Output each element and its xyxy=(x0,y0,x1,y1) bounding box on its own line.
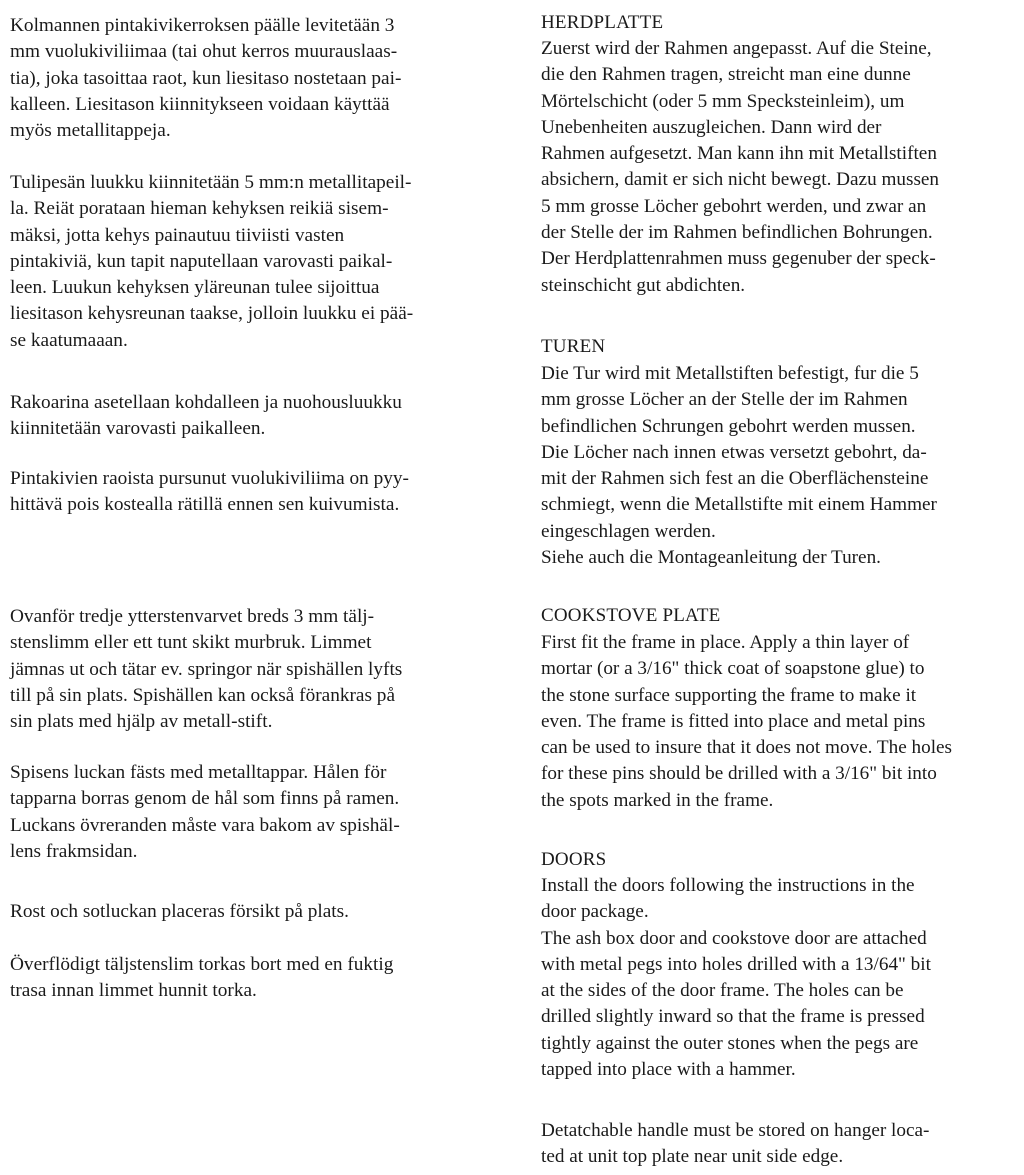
cookstove-plate-heading: COOKSTOVE PLATE xyxy=(541,605,721,626)
cookstove-plate-text: First fit the frame in place. Apply a thin layer of mortar (or a 3/16" thick coat of soapstone glue) to the stone surface supporting the frame to make it even. The frame is fitted into place and metal pins can be used to insure that it does not move. The holes for these pins should be drilled with a 3/16" bit into the spots marked in the frame. xyxy=(541,632,953,811)
swedish-paragraph-4: Överflödigt täljstenslim torkas bort med en fuktig trasa innan limmet hunnit torka. xyxy=(10,954,394,1002)
swedish-paragraph-2: Spisens luckan fästs med metalltappar. Hålen för tapparna borras genom de hål som finns på ramen. Luckans övreranden måste vara bakom av spishäl- lens frakmsidan. xyxy=(10,762,400,862)
swedish-paragraph-1: Ovanför tredje ytterstenvarvet breds 3 mm tälj- stenslimm eller ett tunt skikt murbruk. Limmet jämnas ut och tätar ev. springor när spishällen lyfts till på sin plats. Spishällen kan också förankras på sin plats med hjälp av metall-stift. xyxy=(10,606,403,733)
finnish-paragraph-1: Kolmannen pintakivikerroksen päälle levitetään 3 mm vuolukiviliimaa (tai ohut kerros muurauslaas- tia), joka tasoittaa raot, kun liesitaso nostetaan pai- kalleen. Liesitason kiinnitykseen voidaan käyttää myös metallitappeja. xyxy=(10,15,402,142)
turen-heading: TUREN xyxy=(541,336,606,357)
doors-text: Install the doors following the instructions in the door package. The ash box door and cookstove door are attached with metal pegs into holes drilled with a 13/64" bit at the sides of the door frame. The holes can be drilled slightly inward so that the frame is pressed tightly against the outer stones when the pegs are tapped into place with a hammer. xyxy=(541,875,931,1081)
handle-note: Detatchable handle must be stored on hanger loca- ted at unit top plate near unit side edge. xyxy=(541,1120,930,1168)
herdplatte-text: Zuerst wird der Rahmen angepasst. Auf die Steine, die den Rahmen tragen, streicht man eine dunne Mörtelschicht (oder 5 mm Specksteinleim), um Unebenheiten auszugleichen. Dann wird der Rahmen aufgesetzt. Man kann ihn mit Metallstiften absichern, damit er sich nicht bewegt. Dazu mussen 5 mm grosse Löcher gebohrt werden, und zwar an der Stelle der im Rahmen befindlichen Bohrungen. Der Herdplattenrahmen muss gegenuber der speck- steinschicht gut abdichten. xyxy=(541,38,940,296)
finnish-paragraph-2: Tulipesän luukku kiinnitetään 5 mm:n metallitapeil- la. Reiät porataan hieman kehyksen reikiä sisem- mäksi, jotta kehys painautuu tiiviisti vasten pintakiviä, kun tapit naputellaan varovasti paikal- leen. Luukun kehyksen yläreunan tulee sijoittua liesitason kehysreunan taakse, jolloin luukku ei pää- se kaatumaaan. xyxy=(10,172,414,351)
doors-heading: DOORS xyxy=(541,849,607,870)
herdplatte-heading: HERDPLATTE xyxy=(541,12,664,33)
turen-text: Die Tur wird mit Metallstiften befestigt, fur die 5 mm grosse Löcher an der Stelle der im Rahmen befindlichen Schrungen gebohrt werden mussen. Die Löcher nach innen etwas versetzt gebohrt, da- mit der Rahmen sich fest an die Oberflächensteine schmiegt, wenn die Metallstifte mit einem Hammer eingeschlagen werden. Siehe auch die Montageanleitung der Turen. xyxy=(541,363,937,569)
finnish-paragraph-3: Rakoarina asetellaan kohdalleen ja nuohousluukku kiinnitetään varovasti paikalleen. xyxy=(10,392,402,440)
finnish-paragraph-4: Pintakivien raoista pursunut vuolukiviliima on pyy- hittävä pois kostealla rätillä ennen sen kuivumista. xyxy=(10,468,409,516)
swedish-paragraph-3: Rost och sotluckan placeras försikt på plats. xyxy=(10,901,349,922)
